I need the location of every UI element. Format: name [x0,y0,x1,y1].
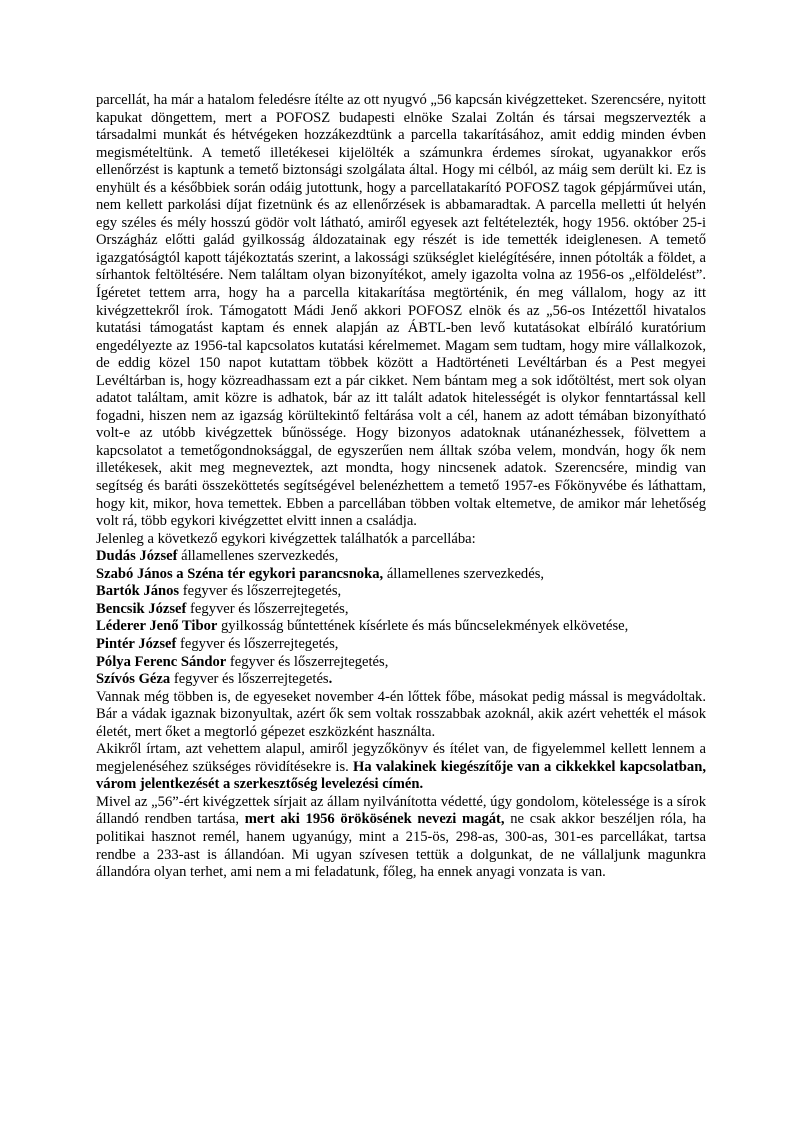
charge-text: fegyver és lőszerrejtegetés, [186,600,349,617]
person-name: Szabó János a Széna tér egykori parancsnoka, [96,565,384,582]
charge-text: fegyver és lőszerrejtegetés, [179,583,342,600]
list-item [96,583,706,601]
duty-text-end: ne csak akkor beszéljen róla, ha politikai hasznot remél, hanem ugyanúgy, mint a 215-ös, 298-as, 300-as, 301-es parcellákat, tartsa rendbe a 233-ast is állandóan. Mi ugyan szívesen tettük a dolgunkat, de ne vállaljunk magunkra állandóra olyan terhet, ami nem a mi feladatunk, főleg, ha ennek anyagi vonzata is van. [96,811,706,881]
person-name: Szívós Géza [96,671,171,688]
person-name: Bartók János [96,583,180,600]
paragraph-parcel-cleanup: parcellát, ha már a hatalom feledésre ítélte az ott nyugvó „56 kapcsán kivégzetteket. Szerencsére, nyitott kapukat döngettem, mert a POFOSZ budapesti elnöke Szalai Zoltán és társai megszervezték a társadalmi munkát és hétvégeken hozzákezdtünk a parcella takarításához, amit eddig minden évben megismételtünk. A temető illetékesei kijelölték a számunkra érdemes sírokat, ugyanakkor erős ellenőrzést is kaptunk a temető biztonsági szolgálata által. Hogy mi célból, az máig sem derült ki. Ez is enyhült és a későbbiek során odáig jutottunk, hogy a parcellatakarító POFOSZ tagok gépjárművei után, nem kellett parkolási díjat fizetnünk és az ellenőrzések is abbamaradtak. A parcella melletti út helyén egy széles és mély hosszú gödör volt látható, amiről egyesek azt feltételezték, hogy 1956. október 25-i Országház előtti galád gyilkosság áldozatainak egy részét is ide temették ideiglenesen. A temető igazgatóságtól kapott tájékoztatás szerint, a lakossági szükséglet kielégítésére, innen pótolták a földet, a sírhantok feltöltésére. Nem találtam olyan bizonyítékot, amely igazolta volna az 1956-os „elföldelést”. Ígéretet tettem arra, hogy ha a parcella kitakarítása megtörténik, én meg vállalom, hogy az itt kivégzettekről írok. Támogatott Mádi Jenő akkori POFOSZ elnök és az „56-os Intézettől hivatalos kutatási támogatást kaptam és ennek alapján az ÁBTL-ben levő kutatásokat elbíráló kuratórium engedélyezte az 1956-tal kapcsolatos kutatási kérelmemet. Magam sem tudtam, hogy mire vállalkozok, de eddig közel 150 napot kutattam többek között a Hadtörténeti Levéltárban és a Pest megyei Levéltárban is, hogy közreadhassam ezt a pár cikket. Nem bántam meg a sok időtöltést, mert sok olyan adatot találtam, amit közre is adhatok, bár az itt talált adatok hitelességét is olykor fenntartással kell fogadni, hiszen nem az igazság körültekintő feltárása volt a cél, hanem az adott témában bizonyítható volt-e az utóbb kivégzettek bűnössége. Hogy bizonyos adatoknak utánanézhessek, fölvettem a kapcsolatot a temetőgondnoksággal, de egyszerűen nem álltak szóba velem, mondván, hogy ők nem illetékesek, akit meg megneveztek, azt mondta, hogy nincsenek adatok. Szerencsére, mindig van segítség és baráti összeköttetés segítségével belenézhettem a temető 1957-es Főkönyvébe és láthattam, hogy kit, mikor, hova temettek. Ebben a parcellában többen voltak eltemetve, de amikor már lehetőség volt rá, több egykori kivégzettet elvitt innen a családja. [96,92,706,530]
paragraph-sources [96,741,706,794]
executed-list [96,548,706,688]
duty-emphasis: mert aki 1956 örökösének nevezi magát, [244,811,505,828]
charge-text: fegyver és lőszerrejtegetés [170,671,329,688]
executed-list-intro: Jelenleg a következő egykori kivégzettek találhatók a parcellába: [96,530,476,547]
list-end-period: . [328,671,333,688]
paragraph-state-duty [96,794,706,882]
contact-request: Ha valakinek kiegészítője van a cikkekkel kapcsolatban, várom jelentkezését a szerkesztőség levelezési címén. [96,758,706,793]
list-item [96,618,706,636]
person-name: Dudás József [96,548,178,565]
duty-text-start: Mivel az „56”-ért kivégzettek sírjait az állam nyilvánította védetté, úgy gondolom, kötelessége is a sírok állandó rendben tartása, [96,793,706,828]
charge-text: fegyver és lőszerrejtegetés, [176,635,339,652]
list-item [96,671,706,689]
document-page [96,92,706,882]
charge-text: gyilkosság bűntettének kísérlete és más bűncselekmények elkövetése, [217,618,629,635]
person-name: Pintér József [96,635,177,652]
sources-text: Akikről írtam, azt vehettem alapul, amiről jegyzőkönyv és ítélet van, de figyelemmel kellett lennem a megjelenéséhez szükséges rövidítésekre is. [96,741,706,775]
person-name: Léderer Jenő Tibor [96,618,218,635]
person-name: Bencsik József [96,600,187,617]
list-item [96,636,706,654]
paragraph-others: Vannak még többen is, de egyeseket november 4-én lőttek főbe, másokat pedig mással is megvádoltak. Bár a vádak igaznak bizonyultak, azért ők sem voltak rosszabbak azoknál, akik azért vehették el mások életét, mert őket a megtorló gépezet eszközként használta. [96,688,706,740]
charge-text: államellenes szervezkedés, [177,548,339,565]
charge-text: államellenes szervezkedés, [383,565,545,582]
person-name: Pólya Ferenc Sándor [96,653,227,670]
list-item [96,601,706,619]
charge-text: fegyver és lőszerrejtegetés, [226,653,389,670]
list-item [96,548,706,566]
list-item [96,566,706,584]
list-item [96,654,706,672]
